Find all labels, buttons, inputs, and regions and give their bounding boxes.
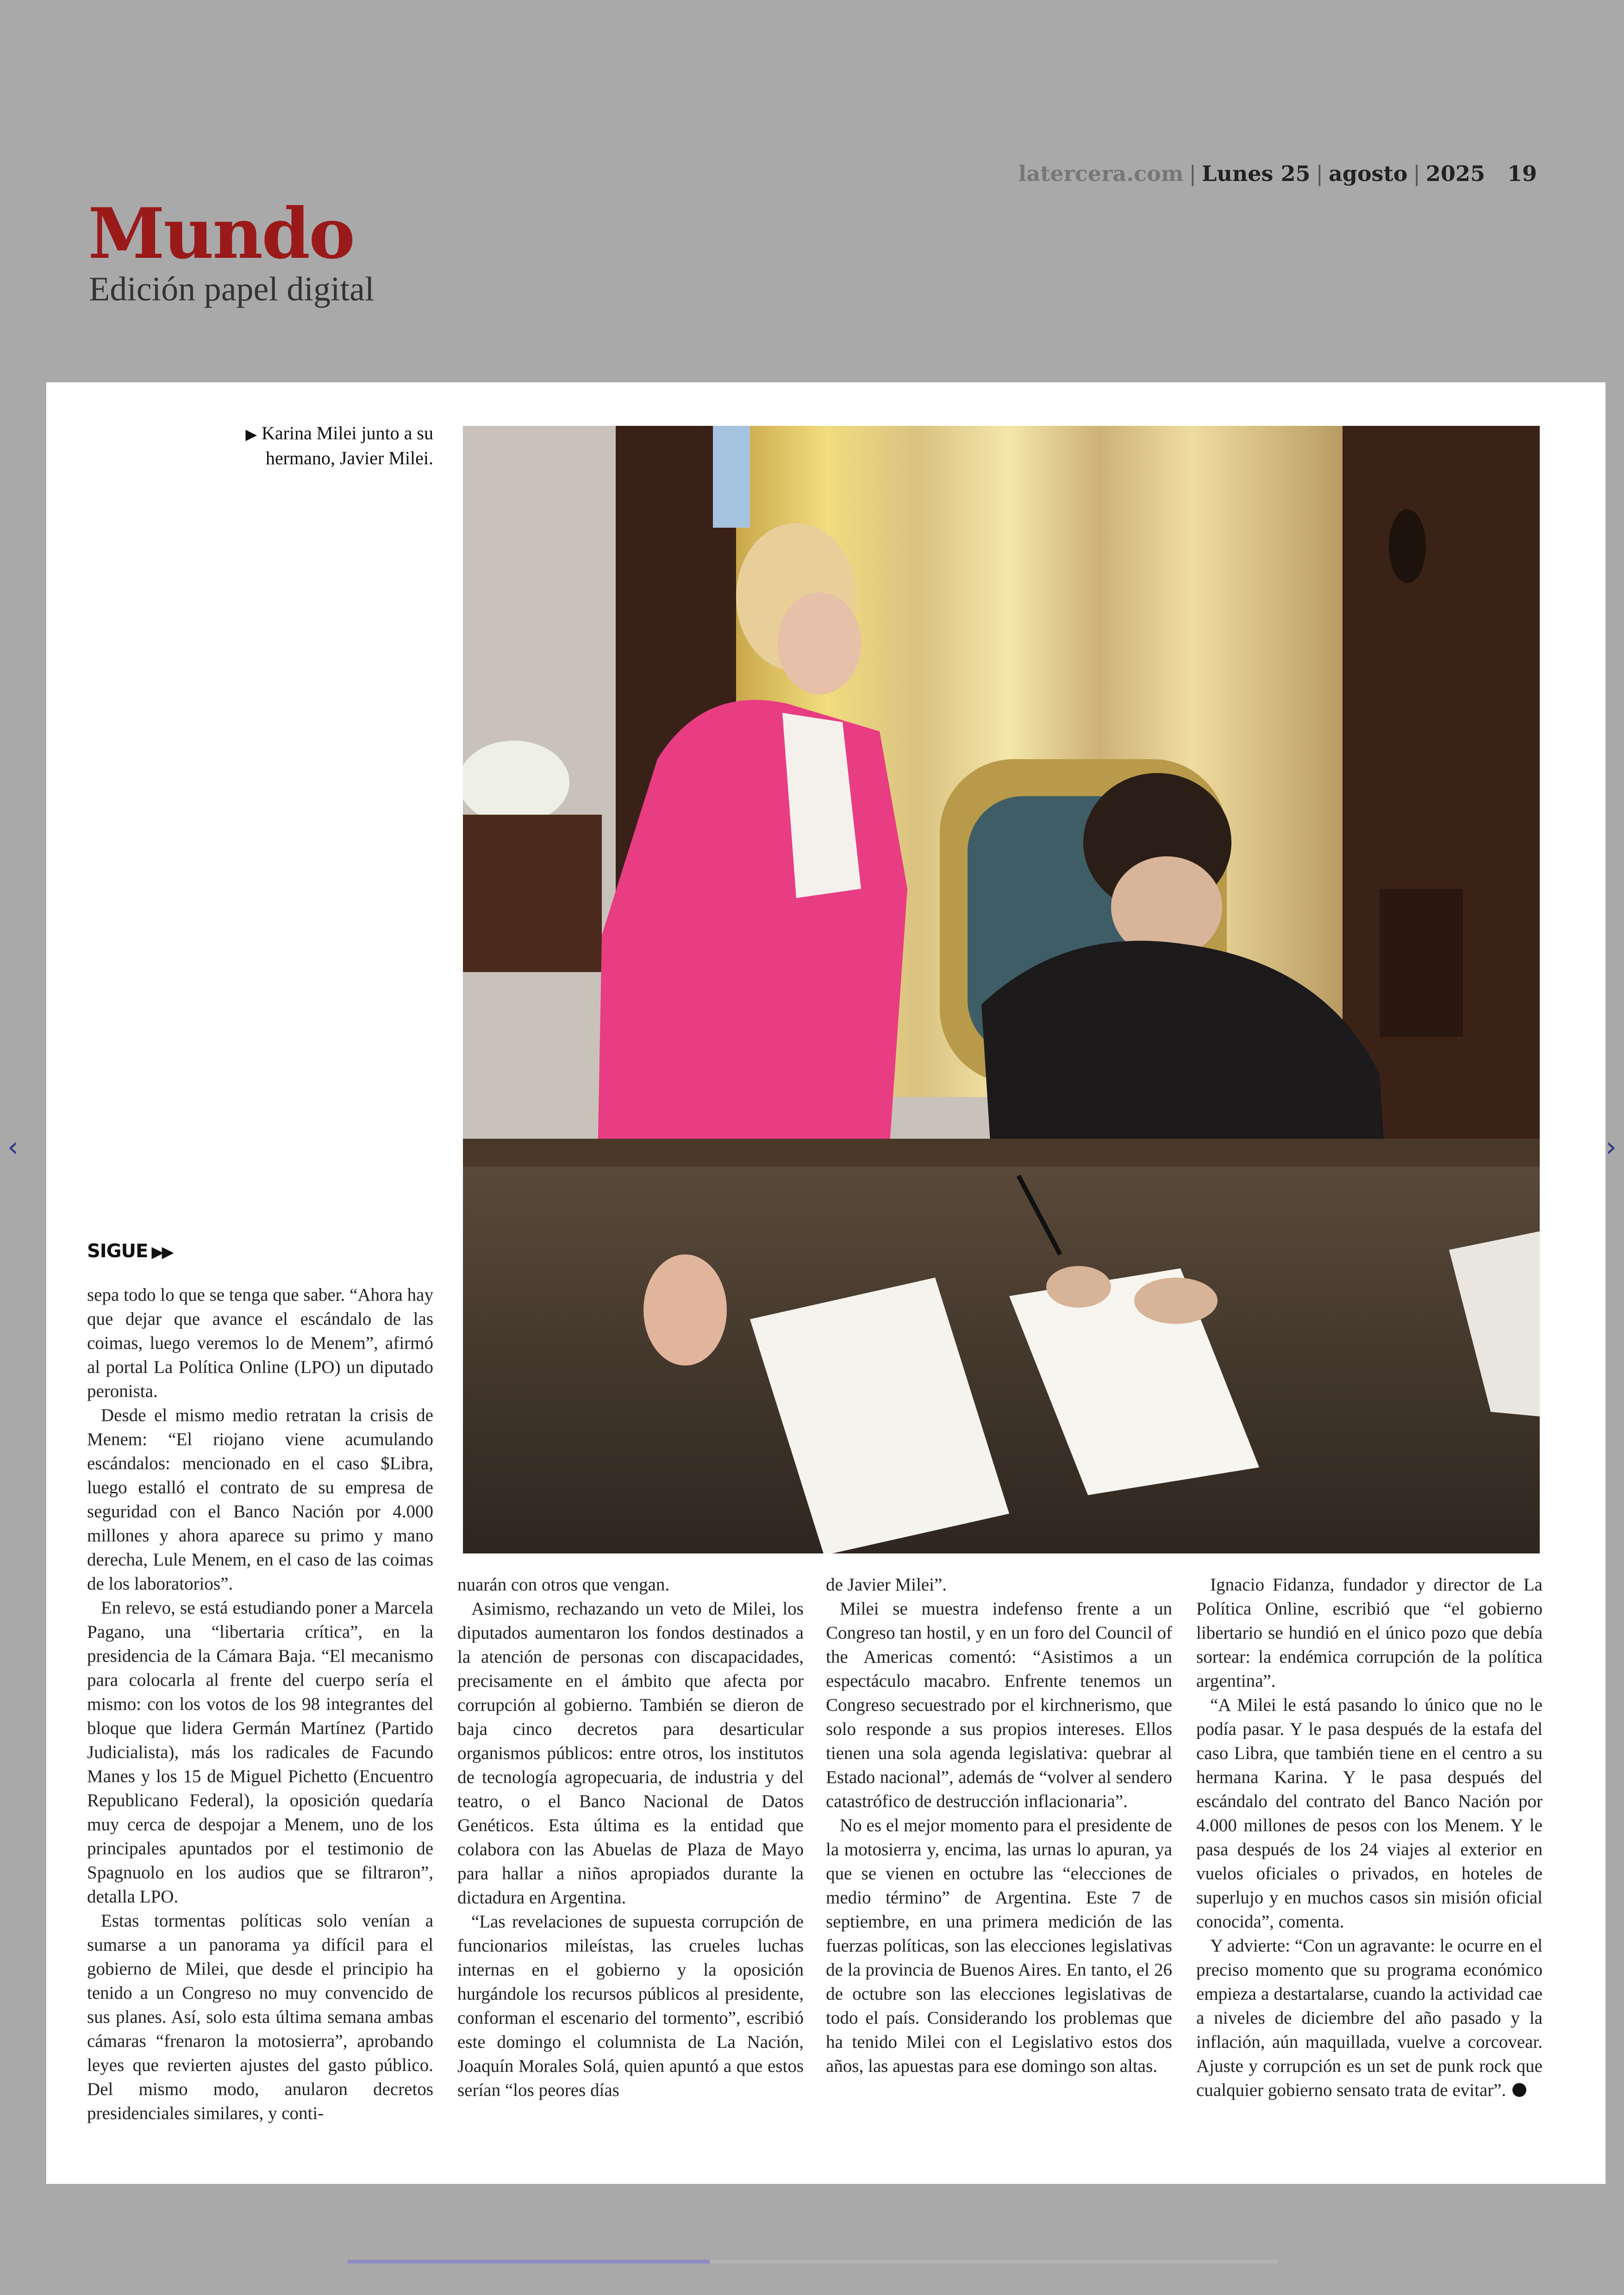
paragraph: No es el mejor momento para el presidente de la motosierra y, encima, las urnas lo apuran, ya que se vienen en octubre las “elecciones de medio término” de Argentina. Este 7 de septiembre, en una primera medición de las fuerzas políticas, son las elecciones legislativas de la provincia de Buenos Aires. En tanto, el 26 de octubre son las elecciones legislativas de todo el país. Considerando los problemas que ha tenido Milei con el Legislativo estos dos años, las apuestas para ese domingo son altas. [826, 1815, 1172, 2076]
section-title: Mundo [88, 193, 354, 274]
end-of-article-icon [1512, 2083, 1526, 2097]
site-name: latercera.com [1018, 161, 1184, 186]
paragraph: nuarán con otros que vengan. [457, 1575, 670, 1595]
continues-label: SIGUE [87, 1241, 148, 1262]
date-year: 2025 [1425, 161, 1485, 186]
paragraph: Ignacio Fidanza, fundador y director de La Política Online, escribió que “el gobierno libertario se hundió en el único pozo que debía sortear: la endémica corrupción de la política argentina”. [1196, 1575, 1543, 1691]
paragraph: Estas tormentas políticas solo venían a sumarse a un panorama ya difícil para el gobierno de Milei, que desde el principio ha tenido a un Congreso no muy convencido de sus planes. Así, solo esta última semana ambas cámaras “frenaron la motosierra”, aprobando leyes que revierten ajustes del gasto público. Del mismo modo, anularon decretos presidenciales similares, y conti- [87, 1911, 433, 2123]
paragraph: sepa todo lo que se tenga que saber. “Ahora hay que dejar que avance el escándalo de las coimas, luego veremos lo de Menem”, afirmó al portal La Política Online (LPO) un diputado peronista. [87, 1285, 433, 1401]
date-day: Lunes 25 [1202, 161, 1311, 186]
chevron-right-icon[interactable]: › [1605, 1131, 1617, 1163]
paragraph: En relevo, se está estudiando poner a Marcela Pagano, una “libertaria crítica”, en la presidencia de la Cámara Baja. “El mecanismo para colocarla al frente del cuerpo sería el mismo: con los votos de los 98 integrantes del bloque que lidera Germán Martínez (Partido Judicialista), más los radicales de Facundo Manes y los 15 de Miguel Pichetto (Encuentro Republicano Federal), la oposición quedaría muy cerca de despojar a Menem, uno de los principales apuntados por el testimonio de Spagnuolo en los audios que se filtraron”, detalla LPO. [87, 1598, 433, 1907]
paragraph: Desde el mismo medio retratan la crisis de Menem: “El riojano viene acumulando escándalos: mencionado en el caso $Libra, luego estalló el contrato de su empresa de seguridad con el Banco Nación por 4.000 millones y ahora aparece su primo y mano derecha, Lule Menem, en el caso de las coimas de los laboratorios”. [87, 1405, 433, 1594]
article-column-1 [87, 1283, 433, 2126]
paragraph: Asimismo, rechazando un veto de Milei, los diputados aumentaron los fondos destinados a la atención de personas con discapacidades, precisamente en el ámbito que afecta por corrupción al gobierno. También se dieron de baja cinco decretos para desarticular organismos públicos: entre otros, los institutos de tecnología agropecuaria, de industria y del teatro, o el Banco Nacional de Datos Genéticos. Esta última es la entidad que colabora con las Abuelas de Plaza de Mayo para hallar a niños apropiados durante la dictadura en Argentina. [457, 1599, 804, 1908]
masthead-dateline: latercera.com | Lunes 25 | agosto | 2025 19 [1018, 161, 1537, 186]
date-month: agosto [1328, 161, 1408, 186]
article-column-4 [1196, 1573, 1543, 2102]
paragraph: “Las revelaciones de supuesta corrupción de funcionarios mileístas, las crueles luchas internas en el gobierno y la oposición hurgándole los recursos públicos al presidente, conforman el escenario del tormento”, escribió este domingo el columnista de La Nación, Joaquín Morales Solá, quien apuntó a que estos serían “los peores días [457, 1912, 804, 2100]
article-column-2 [457, 1573, 804, 2102]
article-column-3 [826, 1573, 1172, 2078]
page-number: 19 [1507, 161, 1537, 186]
paragraph-text: Y advierte: “Con un agravante: le ocurre en el preciso momento que su programa económico empieza a destartalarse, cuando la actividad cae a niveles de diciembre del año pasado y la inflación, aún maquillada, vuelve a corcovear. Ajuste y corrupción es un set de punk rock que cualquier gobierno sensato trata de evitar”. [1196, 1936, 1543, 2100]
reader-progress-fill [347, 2260, 710, 2264]
double-arrow-icon: ▶▶ [151, 1243, 172, 1261]
caption-arrow-icon: ▶ [245, 425, 257, 443]
photo-illustration [463, 426, 1540, 1553]
article-photo [463, 426, 1540, 1553]
paragraph: Milei se muestra indefenso frente a un Congreso tan hostil, y en un foro del Council of the Americas comentó: “Asistimos a un espectáculo macabro. Enfrente tenemos un Congreso secuestrado por el kirchnerismo, que solo responde a sus propios intereses. Ellos tienen una sola agenda legislativa: quebrar al Estado nacional”, además de “volver al sendero catastrófico de destrucción inflacionaria”. [826, 1599, 1172, 1811]
continues-marker [87, 1241, 172, 1262]
reader-progress-track[interactable] [347, 2260, 1278, 2264]
chevron-left-icon[interactable]: ‹ [7, 1131, 19, 1163]
photo-caption [176, 421, 433, 470]
section-subtitle: Edición papel digital [89, 270, 375, 308]
photo-caption-text: Karina Milei junto a su hermano, Javier Milei. [261, 423, 433, 468]
paragraph [1196, 1934, 1543, 2102]
paragraph: “A Milei le está pasando lo único que no le podía pasar. Y le pasa después de la estafa del caso Libra, que también tiene en el centro a su hermana Karina. Y le pasa después del escándalo del contrato del Banco Nación por 4.000 millones de pesos con los Menem. Y le pasa después de los 24 viajes al exterior en vuelos oficiales o privados, en hoteles de superlujo y en muchos casos sin misión oficial conocida”, comenta. [1196, 1695, 1543, 1932]
paragraph: de Javier Milei”. [826, 1575, 947, 1595]
